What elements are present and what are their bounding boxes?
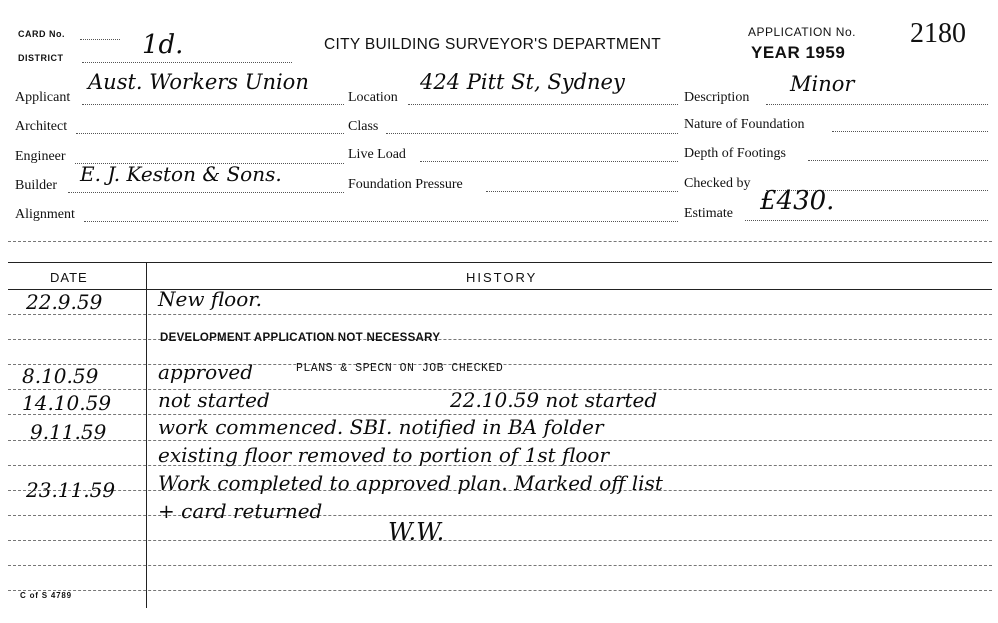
history-date: 8.10.59 xyxy=(22,364,99,388)
signature: W.W. xyxy=(388,518,445,546)
history-entry: not started xyxy=(158,388,270,412)
history-entry: 22.10.59 not started xyxy=(450,388,658,412)
architect-label: Architect xyxy=(15,119,68,134)
description-value: Minor xyxy=(790,72,855,96)
location-value: 424 Pitt St, Sydney xyxy=(420,70,625,94)
depth-of-footings-label: Depth of Footings xyxy=(684,146,786,161)
history-date: 23.11.59 xyxy=(26,478,116,502)
history-entry: approved xyxy=(158,360,254,384)
district-label: DISTRICT xyxy=(18,53,64,63)
history-date: 9.11.59 xyxy=(30,420,107,444)
date-header: DATE xyxy=(50,270,88,285)
history-header: HISTORY xyxy=(466,270,538,285)
form-code: C of S 4789 xyxy=(20,591,72,600)
engineer-label: Engineer xyxy=(15,149,66,164)
class-label: Class xyxy=(348,119,379,134)
history-entry: work commenced. SBI. notified in BA folder xyxy=(158,415,604,439)
history-entry: + card returned xyxy=(158,499,323,523)
alignment-label: Alignment xyxy=(15,207,75,222)
history-date: 14.10.59 xyxy=(22,391,112,415)
applicant-value: Aust. Workers Union xyxy=(88,70,309,94)
history-entry: New floor. xyxy=(158,287,262,311)
year-label: YEAR 1959 xyxy=(751,43,846,62)
history-date: 22.9.59 xyxy=(26,290,103,314)
applicant-label: Applicant xyxy=(15,90,71,105)
card-no-label: CARD No. xyxy=(18,29,65,39)
history-entry: existing floor removed to portion of 1st floor xyxy=(158,443,610,467)
history-stamp: DEVELOPMENT APPLICATION NOT NECESSARY xyxy=(160,332,441,344)
history-stamp: PLANS & SPECN ON JOB CHECKED xyxy=(296,362,504,375)
history-entry: Work completed to approved plan. Marked off list xyxy=(158,471,663,495)
district-value: 1d. xyxy=(142,30,184,60)
builder-label: Builder xyxy=(15,178,57,193)
checked-by-label: Checked by xyxy=(684,176,751,191)
application-no-label: APPLICATION No. xyxy=(748,25,856,39)
estimate-value: £430. xyxy=(760,186,835,216)
builder-value: E. J. Keston & Sons. xyxy=(80,162,282,186)
nature-of-foundation-label: Nature of Foundation xyxy=(684,117,805,132)
application-number: 2180 xyxy=(910,18,966,49)
location-label: Location xyxy=(348,90,398,105)
estimate-label: Estimate xyxy=(684,206,733,221)
foundation-pressure-label: Foundation Pressure xyxy=(348,177,463,192)
description-label: Description xyxy=(684,90,750,105)
department-title: CITY BUILDING SURVEYOR'S DEPARTMENT xyxy=(324,36,662,53)
live-load-label: Live Load xyxy=(348,147,406,162)
